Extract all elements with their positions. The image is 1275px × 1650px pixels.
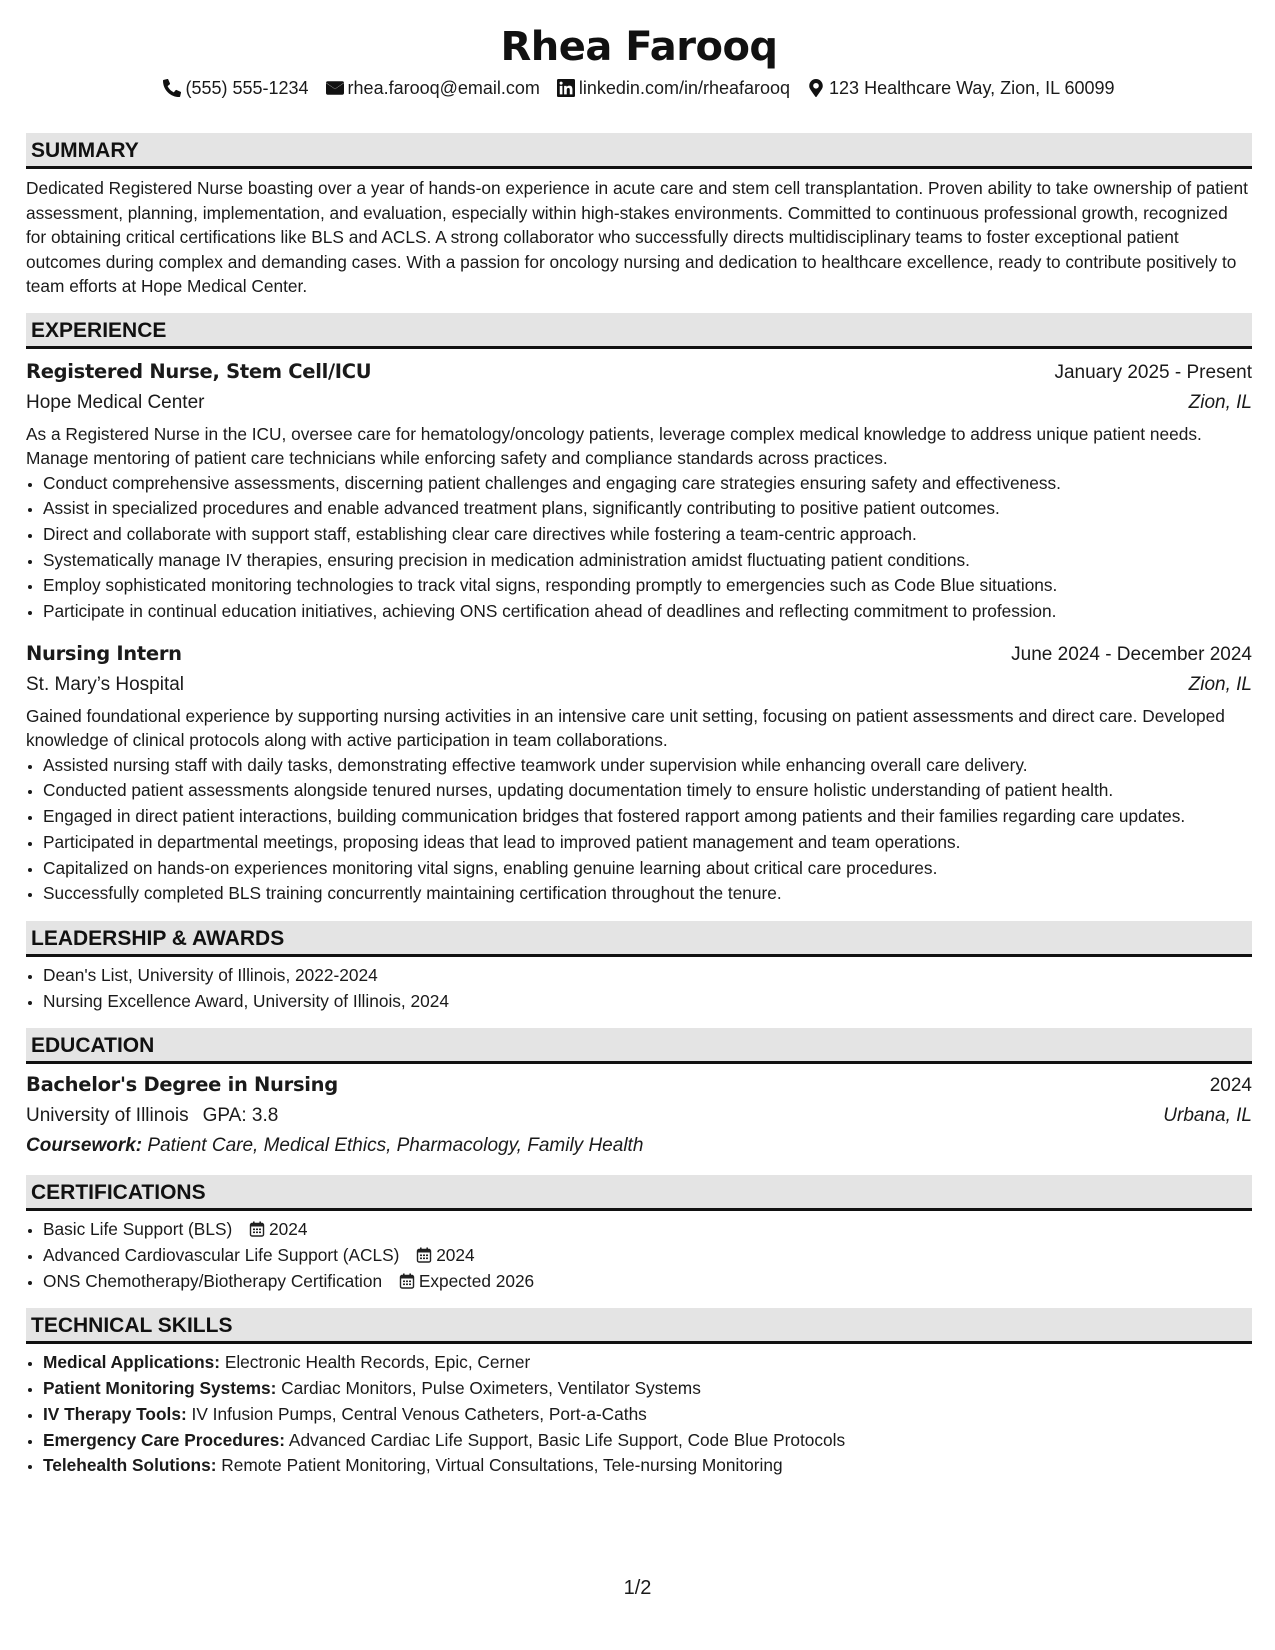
- job-title: Registered Nurse, Stem Cell/ICU: [26, 359, 372, 383]
- envelope-icon: [326, 79, 344, 97]
- certifications-list: [26, 1217, 1252, 1294]
- cert-date: 2024: [269, 1219, 308, 1240]
- skill-value: IV Infusion Pumps, Central Venous Catheters, Port-a-Caths: [191, 1403, 647, 1424]
- contact-email[interactable]: [326, 76, 540, 100]
- skills-list: [26, 1350, 1252, 1479]
- calendar-icon: [416, 1245, 432, 1261]
- school-name: University of Illinois: [26, 1105, 189, 1127]
- cert-name: Advanced Cardiovascular Life Support (ACLS): [43, 1245, 400, 1266]
- list-item: • Engaged in direct patient interactions, building communication bridges that fostered rapport among patients and their families regarding care updates.: [43, 804, 1252, 830]
- cert-name: Basic Life Support (BLS): [43, 1219, 233, 1240]
- section-heading-awards: LEADERSHIP & AWARDS: [26, 921, 1252, 957]
- contact-phone: [163, 76, 308, 100]
- list-item: • Participated in departmental meetings, proposing ideas that lead to improved patient management and team operations.: [43, 830, 1252, 856]
- skill-value: Cardiac Monitors, Pulse Oximeters, Ventilator Systems: [281, 1378, 701, 1399]
- section-heading-summary: SUMMARY: [26, 133, 1252, 169]
- resume-page: [26, 22, 1252, 1479]
- job-description: Gained foundational experience by supporting nursing activities in an intensive care unit setting, focusing on patient assessments and direct care. Developed knowledge of clinical protocols along with active participation in team collaborations.: [26, 705, 1225, 751]
- cert-date: Expected 2026: [418, 1270, 535, 1291]
- job-bullets: [26, 753, 1252, 907]
- page-number: 1/2: [623, 1577, 652, 1599]
- list-item: • Successfully completed BLS training concurrently maintaining certification throughout the tenure.: [43, 881, 1252, 907]
- list-item: [43, 1402, 1252, 1428]
- list-item: • Nursing Excellence Award, University of Illinois, 2024: [43, 989, 1252, 1015]
- job-location: Zion, IL: [1188, 391, 1252, 413]
- skill-label: Emergency Care Procedures:: [43, 1429, 286, 1450]
- job-description: As a Registered Nurse in the ICU, oversee care for hematology/oncology patients, leverage complex medical knowledge to address unique patient needs. Manage mentoring of patient care technicians while enforcing safety and compliance standards across practices.: [26, 423, 1202, 468]
- degree-title: Bachelor's Degree in Nursing: [26, 1073, 338, 1097]
- list-item: • Assisted nursing staff with daily tasks, demonstrating effective teamwork under supervision while enhancing overall care delivery.: [43, 753, 1252, 779]
- phone-icon: [163, 79, 181, 97]
- graduation-year: 2024: [1209, 1075, 1252, 1097]
- list-item: • Assist in specialized procedures and enable advanced treatment plans, significantly contributing to positive patient outcomes.: [43, 496, 1252, 522]
- contact-bar: [26, 76, 1252, 100]
- gpa-text: GPA: 3.8: [202, 1105, 279, 1127]
- job-date: June 2024 - December 2024: [1011, 643, 1252, 665]
- list-item: [43, 1217, 1252, 1243]
- phone-text: (555) 555-1234: [185, 78, 309, 98]
- coursework-text: Patient Care, Medical Ethics, Pharmacology, Family Health: [147, 1135, 644, 1157]
- list-item: [43, 1269, 1252, 1295]
- contact-address: [807, 76, 1115, 100]
- job-location: Zion, IL: [1188, 673, 1252, 695]
- skill-label: Patient Monitoring Systems:: [43, 1378, 277, 1399]
- linkedin-icon: [557, 79, 575, 97]
- list-item: [43, 1453, 1252, 1479]
- calendar-icon: [399, 1271, 415, 1287]
- job-entry: [26, 639, 1252, 907]
- skill-value: Advanced Cardiac Life Support, Basic Life Support, Code Blue Protocols: [288, 1429, 846, 1450]
- awards-list: [26, 963, 1252, 1014]
- job-entry: [26, 357, 1252, 625]
- location-pin-icon: [807, 79, 825, 97]
- address-text: 123 Healthcare Way, Zion, IL 60099: [829, 78, 1115, 98]
- section-heading-certifications: CERTIFICATIONS: [26, 1175, 1252, 1211]
- list-item: [43, 1376, 1252, 1402]
- list-item: • Employ sophisticated monitoring technologies to track vital signs, responding promptly to emergencies such as Code Blue situations.: [43, 573, 1252, 599]
- job-employer: Hope Medical Center: [26, 391, 205, 413]
- cert-date: 2024: [436, 1245, 475, 1266]
- list-item: [43, 1243, 1252, 1269]
- email-text: rhea.farooq@email.com: [347, 78, 540, 98]
- list-item: • Participate in continual education initiatives, achieving ONS certification ahead of deadlines and reflecting commitment to profession.: [43, 599, 1252, 625]
- skill-value: Electronic Health Records, Epic, Cerner: [224, 1352, 531, 1373]
- list-item: • Direct and collaborate with support staff, establishing clear care directives while fostering a team-centric approach.: [43, 522, 1252, 548]
- section-heading-experience: EXPERIENCE: [26, 313, 1252, 349]
- section-heading-education: EDUCATION: [26, 1028, 1252, 1064]
- job-employer: St. Mary’s Hospital: [26, 673, 185, 695]
- list-item: • Conducted patient assessments alongside tenured nurses, updating documentation timely to ensure holistic understanding of patient health.: [43, 778, 1252, 804]
- calendar-icon: [249, 1219, 265, 1235]
- education-entry: [26, 1070, 1252, 1161]
- list-item: • Capitalized on hands-on experiences monitoring vital signs, enabling genuine learning about critical care procedures.: [43, 856, 1252, 882]
- list-item: • Conduct comprehensive assessments, discerning patient challenges and engaging care strategies ensuring safety and effectiveness.: [43, 471, 1252, 497]
- linkedin-text: linkedin.com/in/rheafarooq: [578, 78, 791, 98]
- skill-value: Remote Patient Monitoring, Virtual Consultations, Tele-nursing Monitoring: [221, 1455, 783, 1476]
- school-line: [26, 1101, 278, 1131]
- job-bullets: [26, 471, 1252, 625]
- summary-text: Dedicated Registered Nurse boasting over a year of hands-on experience in acute care and stem cell transplantation. Proven ability to take ownership of patient assessment, planning, implementation, and evaluation, especially within high-stakes environments. Committed to continuous professional growth, recognized for obtaining critical certifications like BLS and ACLS. A strong collaborator who successfully directs multidisciplinary teams to foster exceptional patient outcomes during complex and demanding cases. With a passion for oncology nursing and dedication to healthcare excellence, ready to contribute positively to team efforts at Hope Medical Center.: [26, 178, 1248, 296]
- coursework-line: [26, 1131, 1252, 1161]
- coursework-label: Coursework:: [26, 1135, 143, 1157]
- list-item: [43, 1350, 1252, 1376]
- list-item: • Systematically manage IV therapies, ensuring precision in medication administration amidst fluctuating patient conditions.: [43, 548, 1252, 574]
- skill-label: Telehealth Solutions:: [43, 1455, 217, 1476]
- section-heading-skills: TECHNICAL SKILLS: [26, 1308, 1252, 1344]
- skill-label: Medical Applications:: [43, 1352, 220, 1373]
- list-item: [43, 1428, 1252, 1454]
- contact-linkedin[interactable]: [557, 76, 790, 100]
- list-item: • Dean's List, University of Illinois, 2022-2024: [43, 963, 1252, 989]
- candidate-name: Rhea Farooq: [500, 24, 778, 70]
- cert-name: ONS Chemotherapy/Biotherapy Certification: [43, 1270, 383, 1291]
- skill-label: IV Therapy Tools:: [43, 1403, 187, 1424]
- job-date: January 2025 - Present: [1054, 361, 1252, 383]
- job-title: Nursing Intern: [26, 641, 182, 665]
- school-location: Urbana, IL: [1163, 1105, 1252, 1127]
